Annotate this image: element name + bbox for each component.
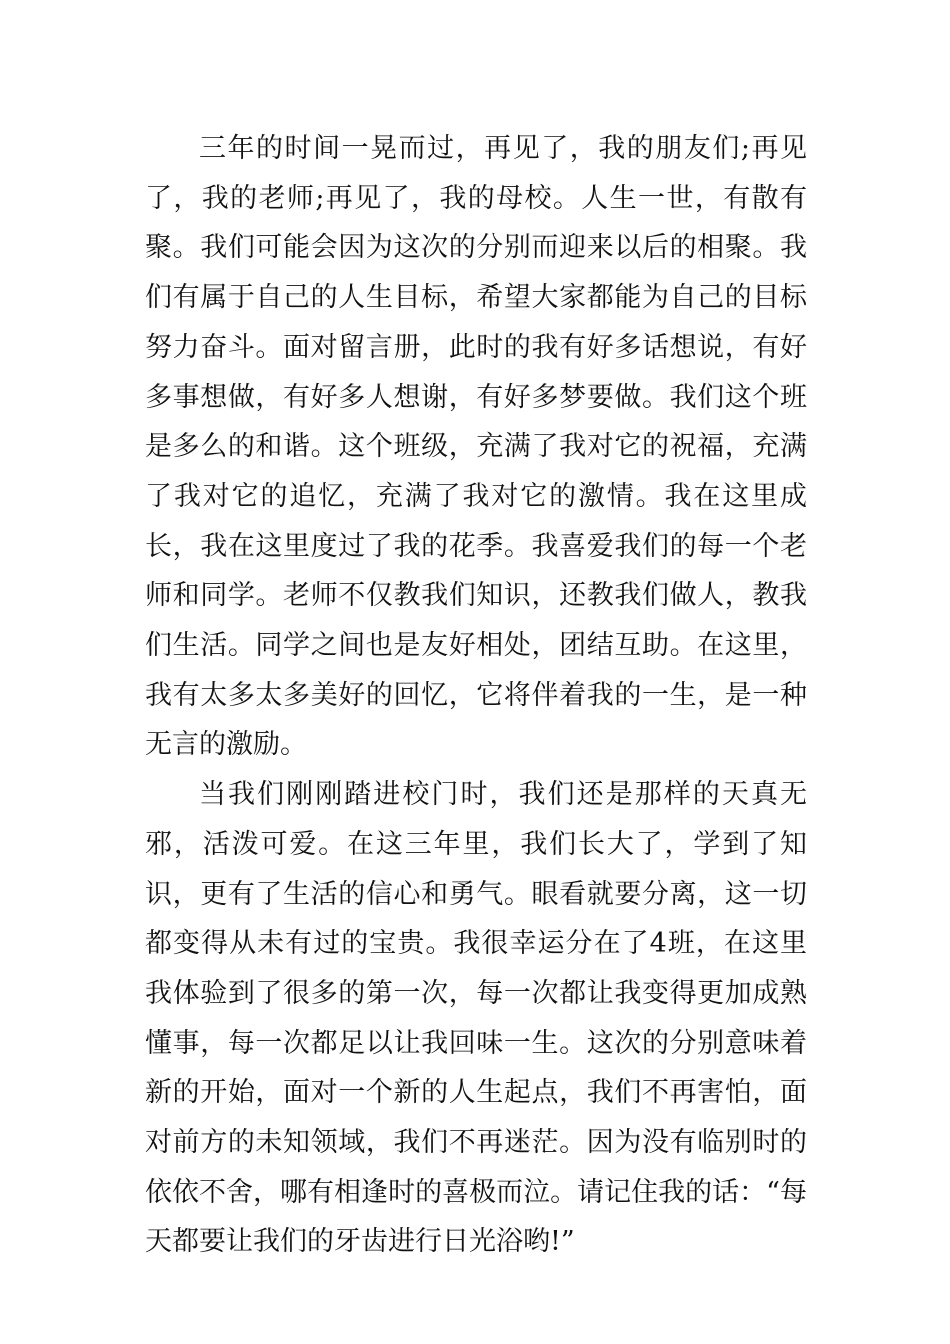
paragraph-2: 当我们刚刚踏进校门时，我们还是那样的天真无邪，活泼可爱。在这三年里，我们长大了，学到了知识，更有了生活的信心和勇气。眼看就要分离，这一切都变得从未有过的宝贵。我很幸运分在了4班，在这里我体验到了很多的第一次，每一次都让我变得更加成熟懂事，每一次都足以让我回味一生。这次的分别意味着新的开始，面对一个新的人生起点，我们不再害怕，面对前方的未知领域，我们不再迷茫。因为没有临别时的依依不舍，哪有相逢时的喜极而泣。请记住我的话：“每天都要让我们的牙齿进行日光浴哟!”	[145, 779, 807, 1258]
document-body	[145, 124, 807, 1267]
paragraph-1: 三年的时间一晃而过，再见了，我的朋友们;再见了，我的老师;再见了，我的母校。人生一世，有散有聚。我们可能会因为这次的分别而迎来以后的相聚。我们有属于自己的人生目标，希望大家都能为自己的目标努力奋斗。面对留言册，此时的我有好多话想说，有好多事想做，有好多人想谢，有好多梦要做。我们这个班是多么的和谐。这个班级，充满了我对它的祝福，充满了我对它的追忆，充满了我对它的激情。我在这里成长，我在这里度过了我的花季。我喜爱我们的每一个老师和同学。老师不仅教我们知识，还教我们做人，教我们生活。同学之间也是友好相处，团结互助。在这里，我有太多太多美好的回忆，它将伴着我的一生，是一种无言的激励。	[145, 133, 807, 761]
